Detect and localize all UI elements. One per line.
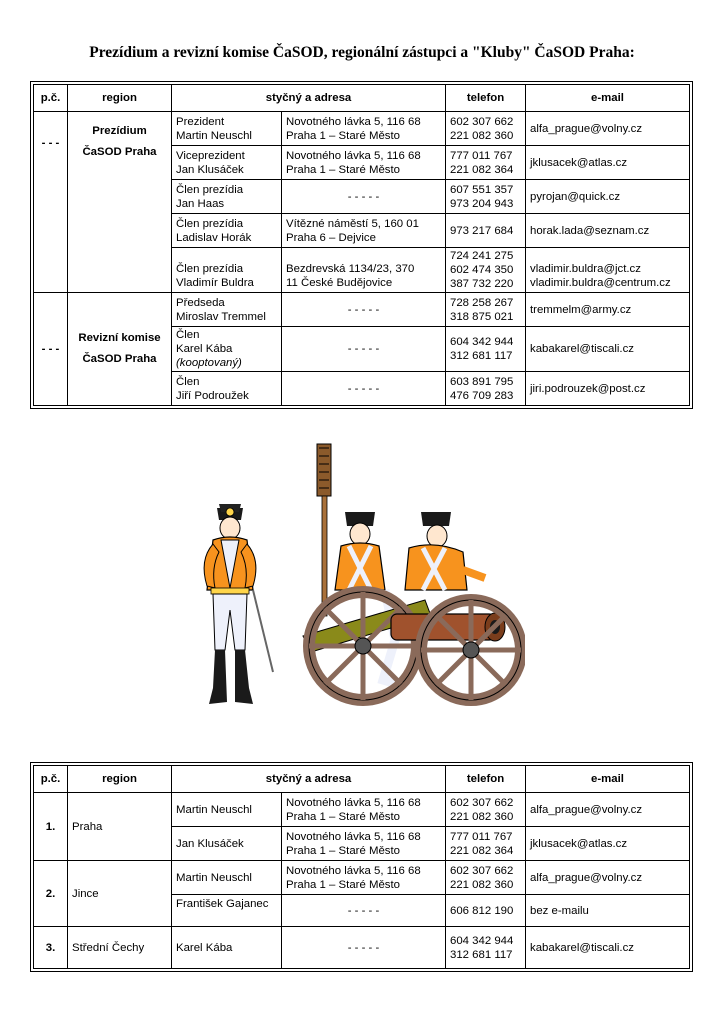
address-cell: - - - - - — [282, 180, 446, 214]
header-contact: styčný a adresa — [172, 85, 446, 112]
person-cell: Martin Neuschl — [172, 861, 282, 895]
group-region: Praha — [68, 793, 172, 861]
table-row — [34, 927, 690, 969]
rammer-icon — [317, 444, 331, 616]
person-cell: Martin Neuschl — [172, 793, 282, 827]
page-title: Prezídium a revizní komise ČaSOD, regionální zástupci a "Kluby" ČaSOD Praha: — [89, 44, 635, 61]
table-row — [34, 112, 690, 146]
header-pc: p.č. — [34, 766, 68, 793]
presidium-table — [33, 84, 690, 406]
header-email: e-mail — [526, 766, 690, 793]
email-cell[interactable]: vladimir.buldra@jct.cz vladimir.buldra@centrum.cz — [526, 248, 690, 293]
person-cell: Člen prezídia Jan Haas — [172, 180, 282, 214]
person-cell: Viceprezident Jan Klusáček — [172, 146, 282, 180]
person-cell: Prezident Martin Neuschl — [172, 112, 282, 146]
person-cell: Člen Karel Kába (kooptovaný) — [172, 327, 282, 372]
phone-cell: 604 342 944 312 681 117 — [446, 327, 526, 372]
phone-cell: 973 217 684 — [446, 214, 526, 248]
table-header-row — [34, 766, 690, 793]
phone-cell: 777 011 767 221 082 364 — [446, 146, 526, 180]
person-cell: Karel Kába — [172, 927, 282, 969]
person-cell: Předseda Miroslav Tremmel — [172, 293, 282, 327]
email-cell[interactable]: kabakarel@tiscali.cz — [526, 327, 690, 372]
address-cell: Novotného lávka 5, 116 68 Praha 1 – Staré Město — [282, 146, 446, 180]
phone-cell: 603 891 795 476 709 283 — [446, 372, 526, 406]
email-cell[interactable]: horak.lada@seznam.cz — [526, 214, 690, 248]
cannon-icon — [303, 592, 521, 700]
phone-cell: 728 258 267 318 875 021 — [446, 293, 526, 327]
address-cell: Vítězné náměstí 5, 160 01 Praha 6 – Dejvice — [282, 214, 446, 248]
header-region: region — [68, 766, 172, 793]
address-cell: Novotného lávka 5, 116 68 Praha 1 – Staré Město — [282, 112, 446, 146]
address-cell: Novotného lávka 5, 116 68 Praha 1 – Staré Město — [282, 793, 446, 827]
email-cell[interactable]: jiri.podrouzek@post.cz — [526, 372, 690, 406]
table-header-row — [34, 85, 690, 112]
email-cell[interactable]: alfa_prague@volny.cz — [526, 112, 690, 146]
group-pc: 1. — [34, 793, 68, 861]
address-cell: - - - - - — [282, 293, 446, 327]
group-region: Jince — [68, 861, 172, 927]
phone-cell: 724 241 275 602 474 350 387 732 220 — [446, 248, 526, 293]
phone-cell: 606 812 190 — [446, 895, 526, 927]
phone-cell: 602 307 662 221 082 360 — [446, 112, 526, 146]
group-pc: - - - — [34, 112, 68, 293]
group-pc: 2. — [34, 861, 68, 927]
table-row — [34, 293, 690, 327]
email-cell[interactable]: jklusacek@atlas.cz — [526, 827, 690, 861]
person-cell: Člen Jiří Podroužek — [172, 372, 282, 406]
group-region: Střední Čechy — [68, 927, 172, 969]
soldiers-cannon-illustration — [195, 440, 525, 715]
person-cell: Jan Klusáček — [172, 827, 282, 861]
phone-cell: 604 342 944 312 681 117 — [446, 927, 526, 969]
phone-cell: 607 551 357 973 204 943 — [446, 180, 526, 214]
group-pc: 3. — [34, 927, 68, 969]
group-pc: - - - — [34, 293, 68, 406]
header-phone: telefon — [446, 85, 526, 112]
email-cell[interactable]: tremmelm@army.cz — [526, 293, 690, 327]
header-region: region — [68, 85, 172, 112]
email-cell: bez e-mailu — [526, 895, 690, 927]
address-cell: - - - - - — [282, 327, 446, 372]
email-cell[interactable]: alfa_prague@volny.cz — [526, 793, 690, 827]
header-phone: telefon — [446, 766, 526, 793]
header-email: e-mail — [526, 85, 690, 112]
person-cell: Člen prezídia Ladislav Horák — [172, 214, 282, 248]
email-cell[interactable]: pyrojan@quick.cz — [526, 180, 690, 214]
group-region: Revizní komise ČaSOD Praha — [68, 293, 172, 406]
phone-cell: 777 011 767 221 082 364 — [446, 827, 526, 861]
address-cell: Novotného lávka 5, 116 68 Praha 1 – Staré Město — [282, 861, 446, 895]
table-row — [34, 861, 690, 895]
address-cell: - - - - - — [282, 927, 446, 969]
email-cell[interactable]: alfa_prague@volny.cz — [526, 861, 690, 895]
person-cell: Člen prezídia Vladimír Buldra — [172, 248, 282, 293]
header-pc: p.č. — [34, 85, 68, 112]
phone-cell: 602 307 662 221 082 360 — [446, 793, 526, 827]
address-cell: Novotného lávka 5, 116 68 Praha 1 – Staré Město — [282, 827, 446, 861]
standing-soldier-icon — [204, 504, 273, 704]
address-cell: Bezdrevská 1134/23, 370 11 České Budějovice — [282, 248, 446, 293]
email-cell[interactable]: kabakarel@tiscali.cz — [526, 927, 690, 969]
group-region: Prezídium ČaSOD Praha — [68, 112, 172, 293]
person-cell: František Gajanec — [172, 895, 282, 927]
email-cell[interactable]: jklusacek@atlas.cz — [526, 146, 690, 180]
address-cell: - - - - - — [282, 895, 446, 927]
address-cell: - - - - - — [282, 372, 446, 406]
regions-table — [33, 765, 690, 969]
header-contact: styčný a adresa — [172, 766, 446, 793]
phone-cell: 602 307 662 221 082 360 — [446, 861, 526, 895]
table-row — [34, 793, 690, 827]
